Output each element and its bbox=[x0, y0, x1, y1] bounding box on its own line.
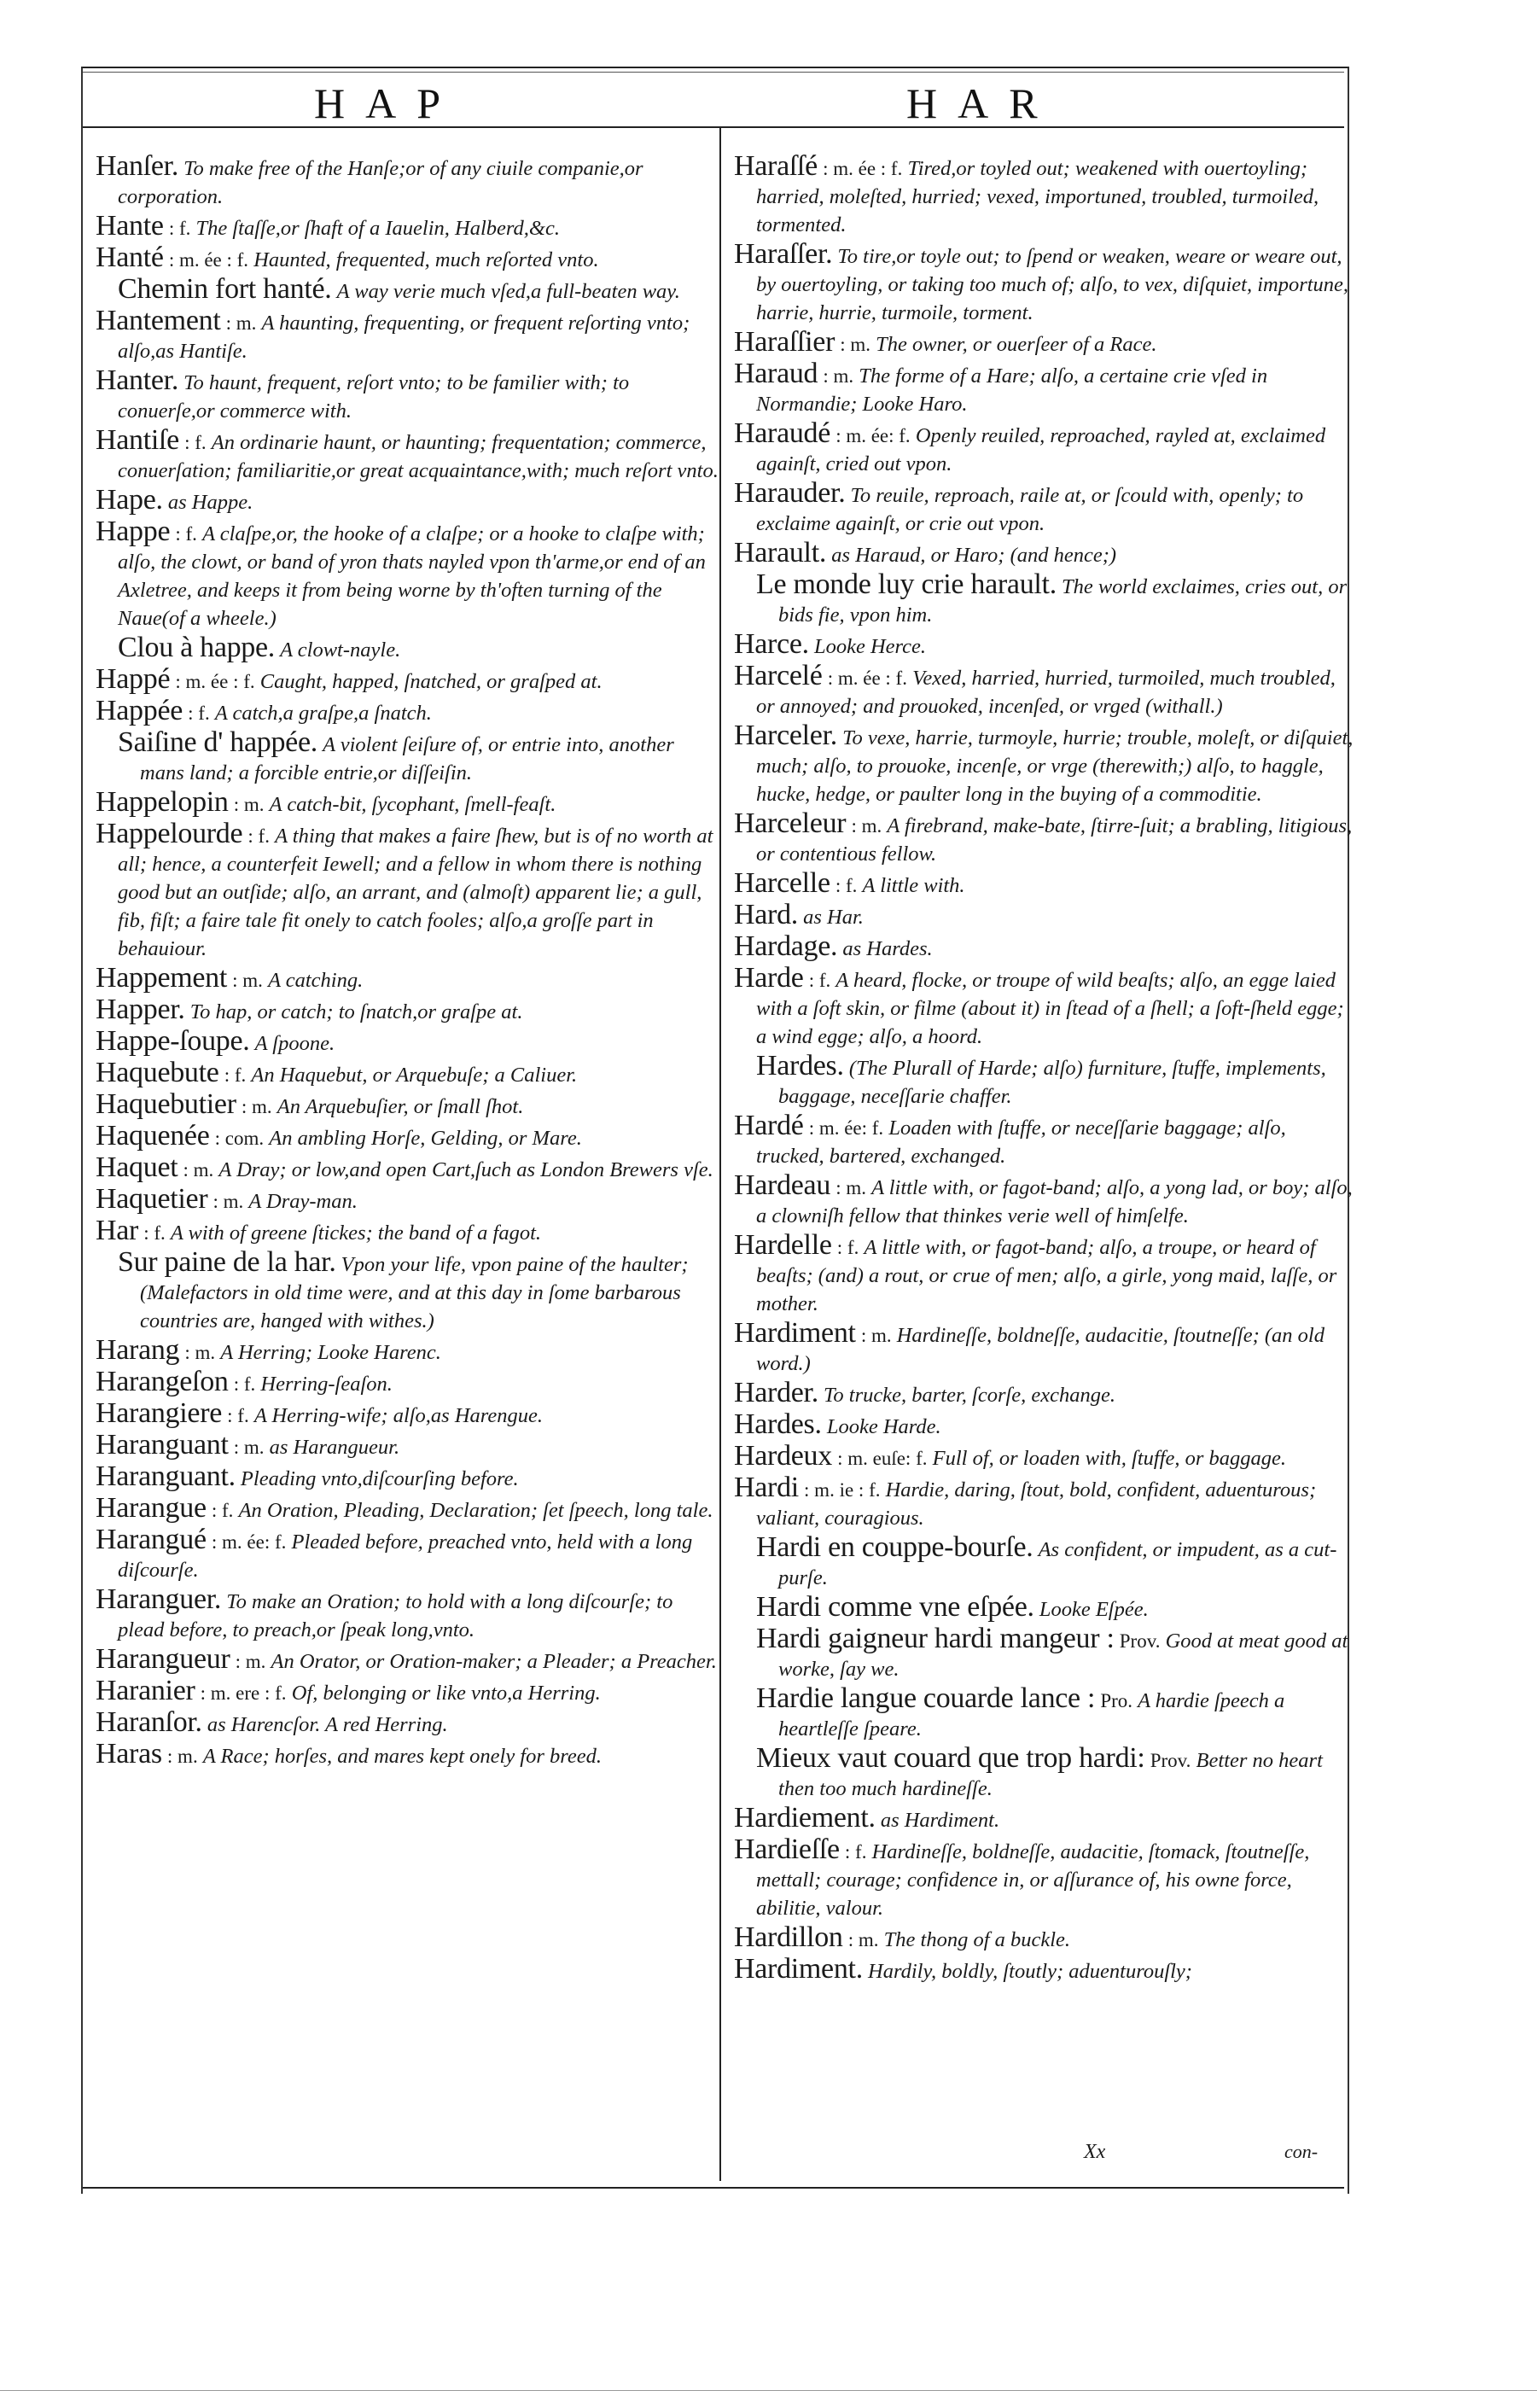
dictionary-entry bbox=[96, 366, 720, 425]
grammar-label: : m. bbox=[835, 1177, 866, 1198]
headword: Harcelé bbox=[734, 660, 823, 691]
headword: Hardieſſe bbox=[734, 1834, 840, 1865]
dictionary-entry bbox=[96, 1525, 720, 1584]
definition: A catching. bbox=[268, 969, 364, 992]
grammar-label: : f. bbox=[211, 1500, 234, 1521]
grammar-label: : m. bbox=[241, 1096, 272, 1117]
grammar-label: : f. bbox=[175, 523, 197, 545]
grammar-label: : f. bbox=[247, 825, 270, 847]
definition: A clowt-nayle. bbox=[280, 638, 401, 662]
headword: Hantiſe bbox=[96, 424, 179, 456]
headword: Harangué bbox=[96, 1524, 207, 1555]
headword: Hardi en couppe-bourſe. bbox=[756, 1531, 1033, 1563]
dictionary-entry bbox=[734, 419, 1359, 478]
dictionary-entry bbox=[734, 1684, 1359, 1743]
dictionary-entry bbox=[96, 788, 720, 819]
headword: Harangiere bbox=[96, 1397, 223, 1429]
grammar-label: : m. ée : f. bbox=[168, 249, 249, 271]
grammar-label: : f. bbox=[168, 218, 191, 239]
definition: The world exclaimes, cries out, or bids fie, vpon him. bbox=[778, 575, 1348, 627]
grammar-label: Prov. bbox=[1150, 1750, 1191, 1771]
dictionary-entry bbox=[734, 1804, 1359, 1834]
dictionary-entry bbox=[734, 152, 1359, 239]
headword: Hardes. bbox=[734, 1408, 822, 1440]
dictionary-entry bbox=[96, 1216, 720, 1247]
grammar-label: : m. bbox=[235, 1651, 266, 1672]
grammar-label: : m. euſe: f. bbox=[837, 1448, 928, 1469]
headword: Haquet bbox=[96, 1152, 178, 1183]
dictionary-entry bbox=[96, 728, 720, 787]
dictionary-entry bbox=[96, 486, 720, 516]
grammar-label: : f. bbox=[233, 1373, 256, 1395]
definition: An ambling Horſe, Gelding, or Mare. bbox=[269, 1127, 582, 1150]
grammar-label: : m. ée : f. bbox=[175, 671, 255, 692]
dictionary-entry bbox=[96, 1462, 720, 1493]
headword: Harangeſon bbox=[96, 1366, 229, 1397]
grammar-label: : m. ie : f. bbox=[804, 1479, 881, 1501]
dictionary-entry bbox=[734, 1744, 1359, 1803]
dictionary-entry bbox=[734, 869, 1359, 900]
dictionary-entry bbox=[734, 1052, 1359, 1111]
dictionary-entry bbox=[96, 1645, 720, 1676]
dictionary-entry bbox=[96, 1122, 720, 1152]
definition: Openly reuiled, reproached, rayled at, exclaimed againſt, cried out vpon. bbox=[756, 424, 1326, 475]
definition: A ſpoone. bbox=[254, 1032, 335, 1055]
headword: Happement bbox=[96, 962, 228, 994]
definition: A Race; horſes, and mares kept onely for breed. bbox=[202, 1745, 603, 1768]
dictionary-entry bbox=[734, 359, 1359, 418]
definition: Vpon your life, vpon paine of the haulter; (Malefactors in old time were, and at this day in ſome barbarous countries are, hanged with withes.) bbox=[140, 1253, 689, 1332]
headword: Hardillon bbox=[734, 1921, 843, 1953]
dictionary-entry bbox=[96, 243, 720, 274]
definition: A Herring; Looke Harenc. bbox=[220, 1341, 441, 1364]
definition: A Herring-wife; alſo,as Harengue. bbox=[253, 1404, 544, 1427]
dictionary-entry bbox=[734, 1593, 1359, 1624]
headword: Happé bbox=[96, 663, 171, 695]
grammar-label: : m. bbox=[213, 1191, 244, 1212]
definition: A way verie much vſed,a full-beaten way. bbox=[336, 280, 680, 303]
headword: Hardi bbox=[734, 1472, 799, 1503]
dictionary-entry bbox=[96, 1676, 720, 1707]
dictionary-entry bbox=[96, 964, 720, 994]
dictionary-entry bbox=[96, 1248, 720, 1335]
dictionary-entry bbox=[734, 630, 1359, 661]
definition: A claſpe,or, the hooke of a claſpe; or a hooke to claſpe with; alſo, the clowt, or band of yron thats nayled vpon th'arme,or end of an Axletree, and keeps it from being worne by th'often turning of the Naue(of a wheele.) bbox=[118, 522, 706, 630]
grammar-label: : m. bbox=[225, 312, 257, 334]
headword: Harault. bbox=[734, 537, 827, 568]
definition: Looke Herce. bbox=[813, 635, 927, 658]
dictionary-entry bbox=[96, 995, 720, 1026]
grammar-label: Pro. bbox=[1100, 1690, 1133, 1711]
grammar-label: : m. ere : f. bbox=[200, 1682, 287, 1704]
grammar-label: : com. bbox=[214, 1128, 265, 1149]
dictionary-entry bbox=[734, 901, 1359, 931]
dictionary-entry bbox=[96, 633, 720, 664]
headword: Haranguer. bbox=[96, 1583, 222, 1615]
dictionary-entry bbox=[96, 1494, 720, 1525]
grammar-label: : m. bbox=[184, 1342, 216, 1363]
dictionary-entry bbox=[734, 328, 1359, 359]
definition: An ordinarie haunt, or haunting; frequentation; commerce, conuerſation; familiaritie,or great acquaintance,with; much reſort vnto. bbox=[118, 431, 719, 482]
definition: To make an Oration; to hold with a long diſcourſe; to plead before, to preach,or ſpeak long,vnto. bbox=[118, 1590, 673, 1641]
definition: An Haquebut, or Arquebuſe; a Caliuer. bbox=[251, 1064, 578, 1087]
dictionary-entry bbox=[96, 819, 720, 963]
definition: Tired,or toyled out; weakened with ouertoyling; harried, moleſted, hurried; vexed, importuned, troubled, turmoiled, tormented. bbox=[756, 157, 1319, 236]
definition: The ſtaſſe,or ſhaft of a Iauelin, Halberd,&c. bbox=[195, 217, 560, 240]
headword: Haraſſier bbox=[734, 326, 835, 358]
definition: To tire,or toyle out; to ſpend or weaken, weare or weare out, by ouertoyling, or taking too much of; alſo, to vex, diſquiet, importune, harrie, hurrie, turmoile, torment. bbox=[756, 245, 1349, 324]
definition: Of, belonging or like vnto,a Herring. bbox=[291, 1682, 601, 1705]
grammar-label: : m. bbox=[851, 815, 882, 837]
definition: Full of, or loaden with, ſtuffe, or baggage. bbox=[932, 1447, 1287, 1470]
dictionary-entry bbox=[96, 1153, 720, 1184]
definition: Loaden with ſtuffe, or neceſſarie baggage; alſo, trucked, bartered, exchanged. bbox=[756, 1117, 1286, 1168]
definition: The thong of a buckle. bbox=[883, 1928, 1071, 1951]
headword: Hardes. bbox=[756, 1050, 844, 1082]
dictionary-entry bbox=[734, 240, 1359, 327]
definition: A catch,a graſpe,a ſnatch. bbox=[214, 702, 432, 725]
headword: Haquenée bbox=[96, 1120, 210, 1152]
headword: Hape. bbox=[96, 484, 163, 516]
definition: A thing that makes a faire ſhew, but is of no worth at all; hence, a counterfeit Iewell; and a fellow in whom there is nothing good but an outſide; alſo, an arrant, and (almoſt) apparent lie; a gull, fib, fiſt; a faire tale fit onely to catch fooles; alſo,a groſſe part in behauiour. bbox=[118, 825, 713, 960]
definition: Hardineſſe, boldneſſe, audacitie, ſtoutneſſe; (an old word.) bbox=[756, 1324, 1324, 1375]
grammar-label: : m. bbox=[840, 334, 871, 355]
dictionary-entry bbox=[734, 1410, 1359, 1441]
headword: Hardeau bbox=[734, 1169, 831, 1201]
grammar-label: : m. bbox=[233, 1437, 265, 1458]
definition: as Harencſor. A red Herring. bbox=[207, 1713, 448, 1736]
definition: A firebrand, make-bate, ſtirre-ſuit; a brabling, litigious, or contentious fellow. bbox=[756, 814, 1353, 866]
definition: To haunt, frequent, reſort vnto; to be familier with; to conuerſe,or commerce with. bbox=[118, 371, 630, 423]
headword: Hardé bbox=[734, 1110, 804, 1141]
dictionary-entry bbox=[96, 1585, 720, 1644]
headword: Harde bbox=[734, 962, 804, 994]
dictionary-entry bbox=[734, 1442, 1359, 1472]
definition: (The Plurall of Harde; alſo) furniture, ſtuffe, implements, baggage, neceſſarie chaffer. bbox=[778, 1057, 1326, 1108]
dictionary-entry bbox=[96, 1399, 720, 1430]
dictionary-entry bbox=[734, 1473, 1359, 1532]
headword: Haquebute bbox=[96, 1057, 219, 1088]
dictionary-entry bbox=[734, 1835, 1359, 1922]
definition: A little with, or fagot-band; alſo, a troupe, or heard of beaſts; (and) a rout, or crue of men; alſo, a girle, yong maid, laſſe, or mother. bbox=[756, 1236, 1337, 1315]
headword: Harangue bbox=[96, 1492, 207, 1524]
grammar-label: : m. bbox=[860, 1325, 892, 1346]
headword: Harangueur bbox=[96, 1643, 230, 1675]
definition: A haunting, frequenting, or frequent reſorting vnto; alſo,as Hantiſe. bbox=[118, 312, 690, 363]
grammar-label: : m. bbox=[166, 1746, 198, 1767]
dictionary-entry bbox=[734, 932, 1359, 963]
headword: Haraſſer. bbox=[734, 238, 833, 270]
definition: To vexe, harrie, turmoyle, hurrie; trouble, moleſt, or diſquiet, much; alſo, to prouoke, incenſe, or vrge (therewith;) alſo, to haggle, hucke, hedge, or paulter long in the buying of a commoditie. bbox=[756, 726, 1354, 806]
definition: Hardie, daring, ſtout, bold, confident, aduenturous; valiant, couragious. bbox=[756, 1478, 1317, 1530]
headword: Har bbox=[96, 1215, 139, 1246]
grammar-label: : m. ée: f. bbox=[835, 425, 911, 446]
scan-edge-line bbox=[0, 2390, 1537, 2391]
definition: A catch-bit, ſycophant, ſmell-feaſt. bbox=[269, 793, 556, 816]
headword: Hardi gaigneur hardi mangeur : bbox=[756, 1623, 1115, 1654]
definition: A hardie ſpeech a heartleſſe ſpeare. bbox=[778, 1689, 1285, 1740]
definition: An Arquebuſier, or ſmall ſhot. bbox=[277, 1095, 524, 1118]
definition: as Hardiment. bbox=[880, 1809, 1000, 1832]
headword: Harceleur bbox=[734, 808, 847, 839]
dictionary-entry bbox=[734, 1319, 1359, 1378]
headword: Harauder. bbox=[734, 477, 846, 509]
definition: Hardily, boldly, ſtoutly; aduenturouſly; bbox=[868, 1960, 1192, 1983]
dictionary-entry bbox=[96, 1185, 720, 1216]
bottom-rule bbox=[83, 2187, 1344, 2189]
dictionary-entry bbox=[734, 1624, 1359, 1683]
headword: Haras bbox=[96, 1738, 162, 1770]
headword: Haquebutier bbox=[96, 1088, 236, 1120]
dictionary-entry bbox=[96, 426, 720, 485]
headword: Hard. bbox=[734, 899, 798, 930]
definition: The owner, or ouerſeer of a Race. bbox=[876, 333, 1157, 356]
frame-top-rule bbox=[83, 72, 1344, 73]
definition: To trucke, barter, ſcorſe, exchange. bbox=[824, 1384, 1116, 1407]
definition: As confident, or impudent, as a cut-purſe. bbox=[778, 1538, 1337, 1589]
headword: Hardage. bbox=[734, 930, 838, 962]
grammar-label: : m. bbox=[233, 794, 265, 815]
definition: as Har. bbox=[803, 906, 864, 929]
grammar-label: : f. bbox=[836, 1237, 859, 1258]
dictionary-entry bbox=[96, 306, 720, 365]
dictionary-entry bbox=[96, 1058, 720, 1089]
dictionary-entry bbox=[734, 964, 1359, 1051]
dictionary-entry bbox=[96, 665, 720, 696]
definition: Hardineſſe, boldneſſe, audacitie, ſtomack, ſtoutneſſe, mettall; courage; confidence in, or aſſurance of, his owne force, abilitie, valour. bbox=[756, 1840, 1310, 1920]
headword: Haraudé bbox=[734, 417, 831, 449]
headword: Happelourde bbox=[96, 818, 243, 849]
dictionary-entry bbox=[96, 1336, 720, 1367]
dictionary-entry bbox=[734, 570, 1359, 629]
definition: as Haraud, or Haro; (and hence;) bbox=[831, 544, 1117, 567]
headword: Haranier bbox=[96, 1675, 195, 1706]
grammar-label: : f. bbox=[184, 432, 207, 453]
definition: as Happe. bbox=[167, 491, 253, 514]
headword: Hante bbox=[96, 210, 164, 242]
dictionary-entry bbox=[734, 1111, 1359, 1170]
headword: Saiſine d' happée. bbox=[118, 726, 317, 758]
definition: To hap, or catch; to ſnatch,or graſpe at. bbox=[189, 1000, 523, 1023]
definition: A heard, flocke, or troupe of wild beaſts; alſo, an egge laied with a ſoft skin, or filme (about it) in ſtead of a ſhell; a ſoft-ſheld egge; a wind egge; alſo, a hoord. bbox=[756, 969, 1344, 1048]
dictionary-entry bbox=[734, 809, 1359, 868]
headword: Happe bbox=[96, 516, 171, 547]
headword: Clou à happe. bbox=[118, 632, 275, 663]
dictionary-entry bbox=[96, 1090, 720, 1121]
dictionary-entry bbox=[96, 697, 720, 727]
dictionary-entry bbox=[96, 275, 720, 306]
definition: A Dray; or low,and open Cart,ſuch as London Brewers vſe. bbox=[218, 1158, 713, 1181]
grammar-label: : m. ée : f. bbox=[827, 668, 907, 689]
headword: Happer. bbox=[96, 994, 185, 1025]
headword: Haraſſé bbox=[734, 150, 818, 182]
headword: Hanſer. bbox=[96, 150, 179, 182]
definition: Haunted, frequented, much reſorted vnto. bbox=[253, 248, 599, 271]
dictionary-entry bbox=[734, 479, 1359, 538]
catchword: con- bbox=[1284, 2141, 1319, 2162]
headword: Harder. bbox=[734, 1377, 818, 1408]
grammar-label: : m. bbox=[847, 1929, 879, 1950]
definition: A Dray-man. bbox=[248, 1190, 358, 1213]
dictionary-entry bbox=[734, 1379, 1359, 1409]
dictionary-entry bbox=[96, 1708, 720, 1739]
grammar-label: Prov. bbox=[1119, 1630, 1161, 1652]
headword: Chemin fort hanté. bbox=[118, 273, 332, 305]
dictionary-entry bbox=[96, 1431, 720, 1461]
dictionary-entry bbox=[96, 1027, 720, 1058]
headword: Harcelle bbox=[734, 867, 830, 899]
grammar-label: : f. bbox=[808, 970, 831, 991]
grammar-label: : f. bbox=[188, 703, 210, 724]
headword: Hanter. bbox=[96, 364, 179, 396]
dictionary-entry bbox=[734, 539, 1359, 569]
grammar-label: : m. ée: f. bbox=[211, 1531, 287, 1553]
grammar-label: : f. bbox=[835, 875, 858, 896]
headword: Hardeux bbox=[734, 1440, 832, 1472]
headword: Haquetier bbox=[96, 1183, 208, 1215]
dictionary-entry bbox=[96, 1367, 720, 1398]
headword: Hardi comme vne eſpée. bbox=[756, 1591, 1034, 1623]
headword: Haranguant. bbox=[96, 1461, 236, 1492]
headword: Hardelle bbox=[734, 1229, 832, 1261]
definition: To reuile, reproach, raile at, or ſcould with, openly; to exclaime againſt, or crie out vpon. bbox=[756, 484, 1304, 535]
headword: Happée bbox=[96, 695, 183, 726]
left-column bbox=[96, 152, 720, 1771]
dictionary-entry bbox=[734, 662, 1359, 720]
headword: Harce. bbox=[734, 628, 809, 660]
headword: Le monde luy crie harault. bbox=[756, 568, 1057, 600]
definition: Herring-ſeaſon. bbox=[260, 1373, 393, 1396]
headword: Sur paine de la har. bbox=[118, 1246, 336, 1278]
definition: Vexed, harried, hurried, turmoiled, much troubled, or annoyed; and prouoked, incenſed, or vrged (withall.) bbox=[756, 667, 1336, 718]
dictionary-entry bbox=[734, 1955, 1359, 1985]
definition: Better no heart then too much hardineſſe. bbox=[778, 1749, 1323, 1800]
grammar-label: : m. ée : f. bbox=[823, 158, 903, 179]
headword: Haranguant bbox=[96, 1429, 229, 1461]
grammar-label: : f. bbox=[143, 1222, 166, 1244]
headword: Harceler. bbox=[734, 720, 837, 751]
definition: Pleaded before, preached vnto, held with a long diſcourſe. bbox=[118, 1531, 693, 1582]
dictionary-entry bbox=[96, 212, 720, 242]
headword: Hantement bbox=[96, 305, 221, 336]
definition: A little with, or fagot-band; alſo, a yong lad, or boy; alſo, a clowniſh fellow that thinkes verie well of himſelfe. bbox=[756, 1176, 1353, 1227]
headword: Hardie langue couarde lance : bbox=[756, 1682, 1096, 1714]
grammar-label: : m. bbox=[183, 1159, 214, 1181]
headword: Hardiment bbox=[734, 1317, 856, 1349]
definition: To make free of the Hanſe;or of any ciuile companie,or corporation. bbox=[118, 157, 643, 208]
dictionary-entry bbox=[734, 1171, 1359, 1230]
headword: Haranſor. bbox=[96, 1706, 202, 1738]
definition: A with of greene ſtickes; the band of a fagot. bbox=[170, 1221, 542, 1245]
definition: as Harangueur. bbox=[269, 1436, 400, 1459]
definition: Pleading vnto,diſcourſing before. bbox=[240, 1467, 519, 1490]
dictionary-entry bbox=[96, 517, 720, 633]
headword: Hardiment. bbox=[734, 1953, 863, 1985]
grammar-label: : f. bbox=[844, 1841, 867, 1863]
headword: Harang bbox=[96, 1334, 180, 1366]
header-rule bbox=[83, 126, 1344, 128]
definition: as Hardes. bbox=[842, 937, 933, 960]
headword: Happelopin bbox=[96, 786, 229, 818]
headword: Hanté bbox=[96, 242, 164, 273]
definition: A violent ſeiſure of, or entrie into, another mans land; a forcible entrie,or diſſeiſin. bbox=[140, 733, 674, 784]
dictionary-entry bbox=[96, 1740, 720, 1770]
right-column bbox=[734, 152, 1359, 1986]
headword: Mieux vaut couard que trop hardi: bbox=[756, 1742, 1145, 1774]
definition: An Orator, or Oration-maker; a Pleader; a Preacher. bbox=[271, 1650, 717, 1673]
headword: Happe-ſoupe. bbox=[96, 1025, 250, 1057]
headword: Hardiement. bbox=[734, 1802, 876, 1834]
headword: Haraud bbox=[734, 358, 818, 389]
definition: An Oration, Pleading, Declaration; ſet ſpeech, long tale. bbox=[238, 1499, 713, 1522]
running-head-left: HAP bbox=[314, 79, 462, 127]
dictionary-entry bbox=[96, 152, 720, 211]
signature-mark: Xx bbox=[1084, 2141, 1106, 2163]
grammar-label: : m. bbox=[232, 970, 263, 991]
definition: Good at meat good at worke, ſay we. bbox=[778, 1630, 1348, 1681]
grammar-label: : f. bbox=[224, 1064, 247, 1086]
dictionary-entry bbox=[734, 1533, 1359, 1592]
definition: A little with. bbox=[862, 874, 965, 897]
grammar-label: : m. bbox=[823, 365, 854, 387]
definition: Looke Eſpée. bbox=[1039, 1598, 1149, 1621]
grammar-label: : m. ée: f. bbox=[808, 1117, 884, 1139]
definition: Looke Harde. bbox=[826, 1415, 941, 1438]
grammar-label: : f. bbox=[227, 1405, 249, 1426]
definition: The forme of a Hare; alſo, a certaine crie vſed in Normandie; Looke Haro. bbox=[756, 364, 1268, 416]
running-head-right: HAR bbox=[906, 79, 1058, 127]
dictionary-entry bbox=[734, 721, 1359, 808]
dictionary-entry bbox=[734, 1923, 1359, 1954]
definition: Caught, happed, ſnatched, or graſped at. bbox=[259, 670, 603, 693]
dictionary-entry bbox=[734, 1231, 1359, 1318]
